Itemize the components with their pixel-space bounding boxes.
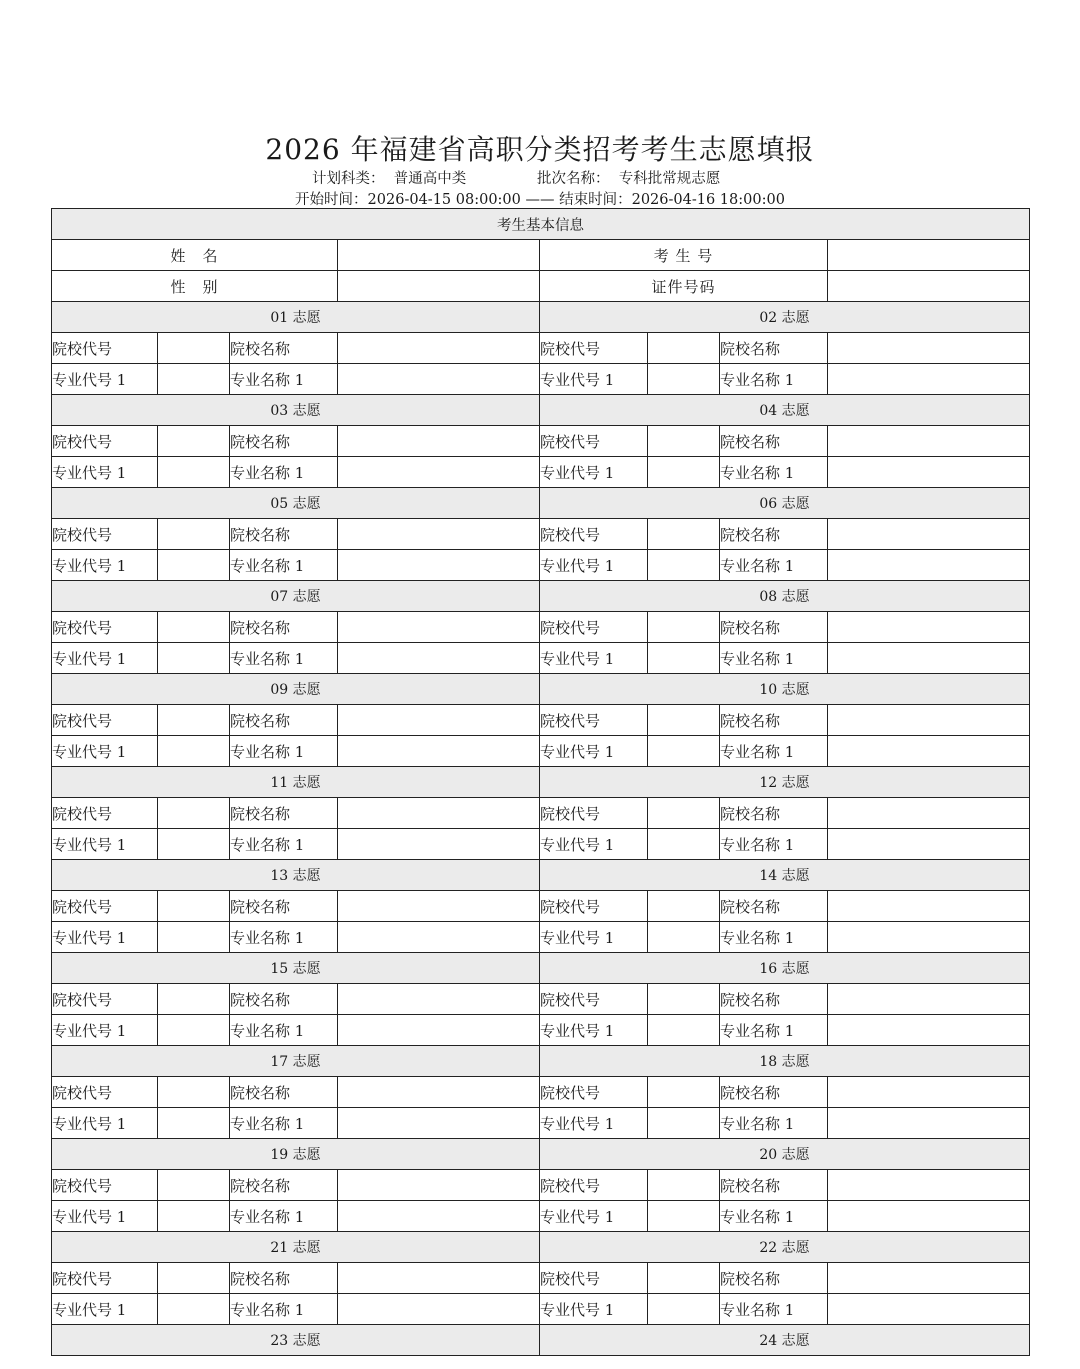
major-code-field[interactable] [158, 922, 230, 953]
basic-info-row [52, 271, 1030, 302]
major-code-field[interactable] [158, 457, 230, 488]
choice-title: 20 志愿 [540, 1139, 1030, 1170]
school-code-field[interactable] [158, 519, 230, 550]
major-code-field[interactable] [648, 643, 720, 674]
school-code-label: 院校代号 [540, 705, 648, 736]
major-name-field[interactable] [338, 550, 540, 581]
school-code-label: 院校代号 [52, 612, 158, 643]
school-name-label: 院校名称 [720, 984, 828, 1015]
major-name-field[interactable] [338, 1294, 540, 1325]
major-name-label: 专业名称 1 [230, 1294, 338, 1325]
school-name-field[interactable] [828, 798, 1030, 829]
exam-number-field[interactable] [828, 240, 1030, 271]
basic-info-title: 考生基本信息 [52, 209, 1030, 240]
school-code-field[interactable] [648, 984, 720, 1015]
school-code-label: 院校代号 [540, 333, 648, 364]
major-code-label: 专业代号 1 [540, 550, 648, 581]
choice-header-row [52, 581, 1030, 612]
major-code-field[interactable] [158, 1108, 230, 1139]
major-code-field[interactable] [158, 364, 230, 395]
choice-header-row [52, 674, 1030, 705]
school-name-field[interactable] [828, 705, 1030, 736]
choice-header-row [52, 953, 1030, 984]
major-code-field[interactable] [648, 457, 720, 488]
major-code-label: 专业代号 1 [540, 1108, 648, 1139]
choice-title: 12 志愿 [540, 767, 1030, 798]
school-name-label: 院校名称 [230, 1170, 338, 1201]
school-code-label: 院校代号 [540, 984, 648, 1015]
major-name-label: 专业名称 1 [720, 1201, 828, 1232]
major-name-field[interactable] [338, 922, 540, 953]
major-code-field[interactable] [648, 736, 720, 767]
school-name-field[interactable] [828, 426, 1030, 457]
school-code-label: 院校代号 [540, 1077, 648, 1108]
choice-title: 06 志愿 [540, 488, 1030, 519]
major-code-field[interactable] [648, 922, 720, 953]
major-code-field[interactable] [158, 643, 230, 674]
major-code-label: 专业代号 1 [540, 364, 648, 395]
choice-header-row [52, 860, 1030, 891]
school-code-field[interactable] [158, 705, 230, 736]
school-name-field[interactable] [828, 519, 1030, 550]
major-code-label: 专业代号 1 [52, 457, 158, 488]
school-name-label: 院校名称 [230, 612, 338, 643]
basic-info-header-row [52, 209, 1030, 240]
major-row [52, 736, 1030, 767]
choice-title: 15 志愿 [52, 953, 540, 984]
major-code-field[interactable] [158, 829, 230, 860]
school-name-label: 院校名称 [720, 891, 828, 922]
major-name-label: 专业名称 1 [720, 1294, 828, 1325]
school-code-field[interactable] [648, 426, 720, 457]
school-name-field[interactable] [828, 1263, 1030, 1294]
plan-value: 普通高中类 [393, 171, 467, 187]
major-name-field[interactable] [338, 736, 540, 767]
school-name-field[interactable] [338, 519, 540, 550]
major-name-label: 专业名称 1 [230, 643, 338, 674]
school-code-label: 院校代号 [540, 612, 648, 643]
major-code-label: 专业代号 1 [540, 736, 648, 767]
major-code-label: 专业代号 1 [540, 1201, 648, 1232]
major-code-field[interactable] [648, 364, 720, 395]
time-range: 开始时间：2026-04-15 08:00:00 —— 结束时间：2026-04-16 18:00:00 [295, 192, 785, 208]
choice-title: 19 志愿 [52, 1139, 540, 1170]
form-title: 2026 年福建省高职分类招考考生志愿填报 [265, 133, 815, 166]
school-row [52, 612, 1030, 643]
choice-title: 10 志愿 [540, 674, 1030, 705]
choice-title: 01 志愿 [52, 302, 540, 333]
school-name-field[interactable] [338, 612, 540, 643]
school-name-label: 院校名称 [230, 705, 338, 736]
choice-title: 04 志愿 [540, 395, 1030, 426]
school-name-label: 院校名称 [230, 333, 338, 364]
school-row [52, 333, 1030, 364]
major-name-field[interactable] [828, 550, 1030, 581]
major-code-label: 专业代号 1 [52, 829, 158, 860]
choice-title: 16 志愿 [540, 953, 1030, 984]
school-name-field[interactable] [338, 705, 540, 736]
school-code-field[interactable] [648, 891, 720, 922]
major-code-field[interactable] [158, 736, 230, 767]
major-row [52, 643, 1030, 674]
school-code-label: 院校代号 [52, 519, 158, 550]
school-row [52, 1263, 1030, 1294]
school-row [52, 705, 1030, 736]
major-row [52, 922, 1030, 953]
school-name-field[interactable] [338, 984, 540, 1015]
school-code-field[interactable] [648, 1077, 720, 1108]
school-code-field[interactable] [158, 426, 230, 457]
school-name-label: 院校名称 [720, 333, 828, 364]
major-name-label: 专业名称 1 [230, 922, 338, 953]
school-code-field[interactable] [648, 1170, 720, 1201]
major-name-label: 专业名称 1 [230, 550, 338, 581]
school-code-label: 院校代号 [52, 333, 158, 364]
school-name-field[interactable] [338, 1170, 540, 1201]
major-name-label: 专业名称 1 [230, 1108, 338, 1139]
major-name-label: 专业名称 1 [230, 736, 338, 767]
major-code-field[interactable] [158, 1201, 230, 1232]
school-code-field[interactable] [648, 612, 720, 643]
major-row [52, 1201, 1030, 1232]
choice-title: 22 志愿 [540, 1232, 1030, 1263]
major-row [52, 1108, 1030, 1139]
major-code-label: 专业代号 1 [52, 1294, 158, 1325]
major-row [52, 457, 1030, 488]
choice-header-row [52, 767, 1030, 798]
major-name-field[interactable] [338, 1201, 540, 1232]
school-name-label: 院校名称 [720, 1263, 828, 1294]
school-code-field[interactable] [648, 333, 720, 364]
school-name-label: 院校名称 [720, 519, 828, 550]
major-code-field[interactable] [648, 550, 720, 581]
name-field[interactable] [338, 240, 540, 271]
choice-header-row [52, 395, 1030, 426]
school-code-field[interactable] [648, 705, 720, 736]
choice-title: 02 志愿 [540, 302, 1030, 333]
school-name-field[interactable] [828, 1077, 1030, 1108]
school-row [52, 1077, 1030, 1108]
school-name-label: 院校名称 [230, 519, 338, 550]
exam-number-label: 考 生 号 [540, 240, 828, 271]
school-code-field[interactable] [648, 798, 720, 829]
school-code-field[interactable] [158, 1263, 230, 1294]
school-code-field[interactable] [158, 1077, 230, 1108]
school-row [52, 1170, 1030, 1201]
choice-title: 07 志愿 [52, 581, 540, 612]
major-code-label: 专业代号 1 [52, 736, 158, 767]
major-name-field[interactable] [828, 1015, 1030, 1046]
major-code-field[interactable] [648, 1015, 720, 1046]
major-name-field[interactable] [828, 922, 1030, 953]
major-code-label: 专业代号 1 [540, 922, 648, 953]
school-code-field[interactable] [158, 798, 230, 829]
school-name-field[interactable] [828, 891, 1030, 922]
school-code-label: 院校代号 [540, 519, 648, 550]
major-row [52, 364, 1030, 395]
school-code-label: 院校代号 [540, 426, 648, 457]
school-code-field[interactable] [648, 1263, 720, 1294]
major-row [52, 1294, 1030, 1325]
major-name-label: 专业名称 1 [720, 736, 828, 767]
major-name-label: 专业名称 1 [230, 457, 338, 488]
major-code-field[interactable] [648, 1294, 720, 1325]
choice-title: 17 志愿 [52, 1046, 540, 1077]
choice-title: 13 志愿 [52, 860, 540, 891]
school-code-label: 院校代号 [52, 891, 158, 922]
school-name-label: 院校名称 [720, 1170, 828, 1201]
major-row [52, 829, 1030, 860]
school-code-label: 院校代号 [52, 1263, 158, 1294]
school-code-field[interactable] [158, 1170, 230, 1201]
school-code-label: 院校代号 [540, 1263, 648, 1294]
major-name-field[interactable] [828, 1294, 1030, 1325]
major-code-field[interactable] [648, 829, 720, 860]
school-name-field[interactable] [338, 891, 540, 922]
school-code-field[interactable] [648, 519, 720, 550]
application-form-table [51, 208, 1030, 1356]
major-name-field[interactable] [828, 1201, 1030, 1232]
school-name-label: 院校名称 [230, 426, 338, 457]
school-code-field[interactable] [158, 984, 230, 1015]
major-name-label: 专业名称 1 [720, 829, 828, 860]
major-name-field[interactable] [828, 364, 1030, 395]
basic-info-row [52, 240, 1030, 271]
choice-header-row [52, 488, 1030, 519]
choice-header-row [52, 1232, 1030, 1263]
choice-title: 03 志愿 [52, 395, 540, 426]
school-name-field[interactable] [828, 1170, 1030, 1201]
school-name-label: 院校名称 [230, 798, 338, 829]
choice-title: 09 志愿 [52, 674, 540, 705]
name-label: 姓 名 [52, 240, 338, 271]
school-row [52, 798, 1030, 829]
choice-title: 08 志愿 [540, 581, 1030, 612]
major-name-field[interactable] [828, 643, 1030, 674]
school-code-label: 院校代号 [52, 1077, 158, 1108]
school-name-field[interactable] [338, 333, 540, 364]
major-name-label: 专业名称 1 [230, 1201, 338, 1232]
choice-title: 14 志愿 [540, 860, 1030, 891]
major-name-field[interactable] [338, 829, 540, 860]
major-name-label: 专业名称 1 [720, 922, 828, 953]
batch-label: 批次名称： [537, 171, 610, 187]
major-name-label: 专业名称 1 [230, 364, 338, 395]
school-code-field[interactable] [158, 612, 230, 643]
major-code-label: 专业代号 1 [540, 643, 648, 674]
school-code-label: 院校代号 [540, 891, 648, 922]
school-name-field[interactable] [338, 1077, 540, 1108]
major-name-label: 专业名称 1 [230, 829, 338, 860]
choice-header-row [52, 1139, 1030, 1170]
major-code-field[interactable] [158, 1015, 230, 1046]
major-row [52, 550, 1030, 581]
plan-label: 计划科类： [312, 171, 385, 187]
school-name-field[interactable] [338, 426, 540, 457]
major-name-label: 专业名称 1 [720, 1108, 828, 1139]
choice-header-row [52, 302, 1030, 333]
choice-title: 11 志愿 [52, 767, 540, 798]
major-code-label: 专业代号 1 [52, 1015, 158, 1046]
choice-title: 18 志愿 [540, 1046, 1030, 1077]
school-row [52, 984, 1030, 1015]
choice-title: 05 志愿 [52, 488, 540, 519]
major-name-label: 专业名称 1 [230, 1015, 338, 1046]
major-name-field[interactable] [338, 1108, 540, 1139]
school-name-label: 院校名称 [230, 891, 338, 922]
school-code-label: 院校代号 [52, 426, 158, 457]
choice-header-row [52, 1046, 1030, 1077]
school-row [52, 426, 1030, 457]
gender-label: 性 别 [52, 271, 338, 302]
school-code-field[interactable] [158, 891, 230, 922]
major-code-field[interactable] [158, 550, 230, 581]
school-name-label: 院校名称 [720, 798, 828, 829]
school-code-label: 院校代号 [52, 705, 158, 736]
major-code-field[interactable] [648, 1108, 720, 1139]
major-name-field[interactable] [338, 364, 540, 395]
major-code-label: 专业代号 1 [52, 364, 158, 395]
major-row [52, 1015, 1030, 1046]
major-code-label: 专业代号 1 [52, 922, 158, 953]
major-name-field[interactable] [828, 1108, 1030, 1139]
school-name-label: 院校名称 [720, 426, 828, 457]
major-name-field[interactable] [338, 643, 540, 674]
school-row [52, 519, 1030, 550]
major-name-field[interactable] [828, 829, 1030, 860]
school-name-label: 院校名称 [230, 1077, 338, 1108]
school-name-label: 院校名称 [720, 705, 828, 736]
id-number-field[interactable] [828, 271, 1030, 302]
school-code-label: 院校代号 [540, 798, 648, 829]
major-name-field[interactable] [828, 457, 1030, 488]
major-code-label: 专业代号 1 [52, 1108, 158, 1139]
school-name-field[interactable] [828, 612, 1030, 643]
major-code-field[interactable] [158, 1294, 230, 1325]
gender-field[interactable] [338, 271, 540, 302]
major-code-field[interactable] [648, 1201, 720, 1232]
choice-header-row [52, 1325, 1030, 1356]
school-code-label: 院校代号 [52, 1170, 158, 1201]
major-code-label: 专业代号 1 [52, 1201, 158, 1232]
school-code-label: 院校代号 [52, 798, 158, 829]
school-code-label: 院校代号 [540, 1170, 648, 1201]
school-name-label: 院校名称 [230, 1263, 338, 1294]
school-name-field[interactable] [338, 1263, 540, 1294]
major-code-label: 专业代号 1 [540, 457, 648, 488]
major-code-label: 专业代号 1 [540, 829, 648, 860]
school-name-label: 院校名称 [230, 984, 338, 1015]
school-name-field[interactable] [828, 984, 1030, 1015]
choice-title: 23 志愿 [52, 1325, 540, 1356]
major-name-label: 专业名称 1 [720, 550, 828, 581]
school-name-label: 院校名称 [720, 612, 828, 643]
school-code-label: 院校代号 [52, 984, 158, 1015]
major-name-field[interactable] [338, 1015, 540, 1046]
batch-value: 专科批常规志愿 [618, 171, 721, 187]
school-name-label: 院校名称 [720, 1077, 828, 1108]
school-name-field[interactable] [828, 333, 1030, 364]
major-code-label: 专业代号 1 [52, 550, 158, 581]
major-name-field[interactable] [338, 457, 540, 488]
major-name-label: 专业名称 1 [720, 1015, 828, 1046]
choice-title: 24 志愿 [540, 1325, 1030, 1356]
major-name-field[interactable] [828, 736, 1030, 767]
school-row [52, 891, 1030, 922]
school-name-field[interactable] [338, 798, 540, 829]
major-code-label: 专业代号 1 [540, 1015, 648, 1046]
major-name-label: 专业名称 1 [720, 364, 828, 395]
school-code-field[interactable] [158, 333, 230, 364]
major-name-label: 专业名称 1 [720, 643, 828, 674]
choice-title: 21 志愿 [52, 1232, 540, 1263]
id-number-label: 证件号码 [540, 271, 828, 302]
major-name-label: 专业名称 1 [720, 457, 828, 488]
major-code-label: 专业代号 1 [540, 1294, 648, 1325]
major-code-label: 专业代号 1 [52, 643, 158, 674]
